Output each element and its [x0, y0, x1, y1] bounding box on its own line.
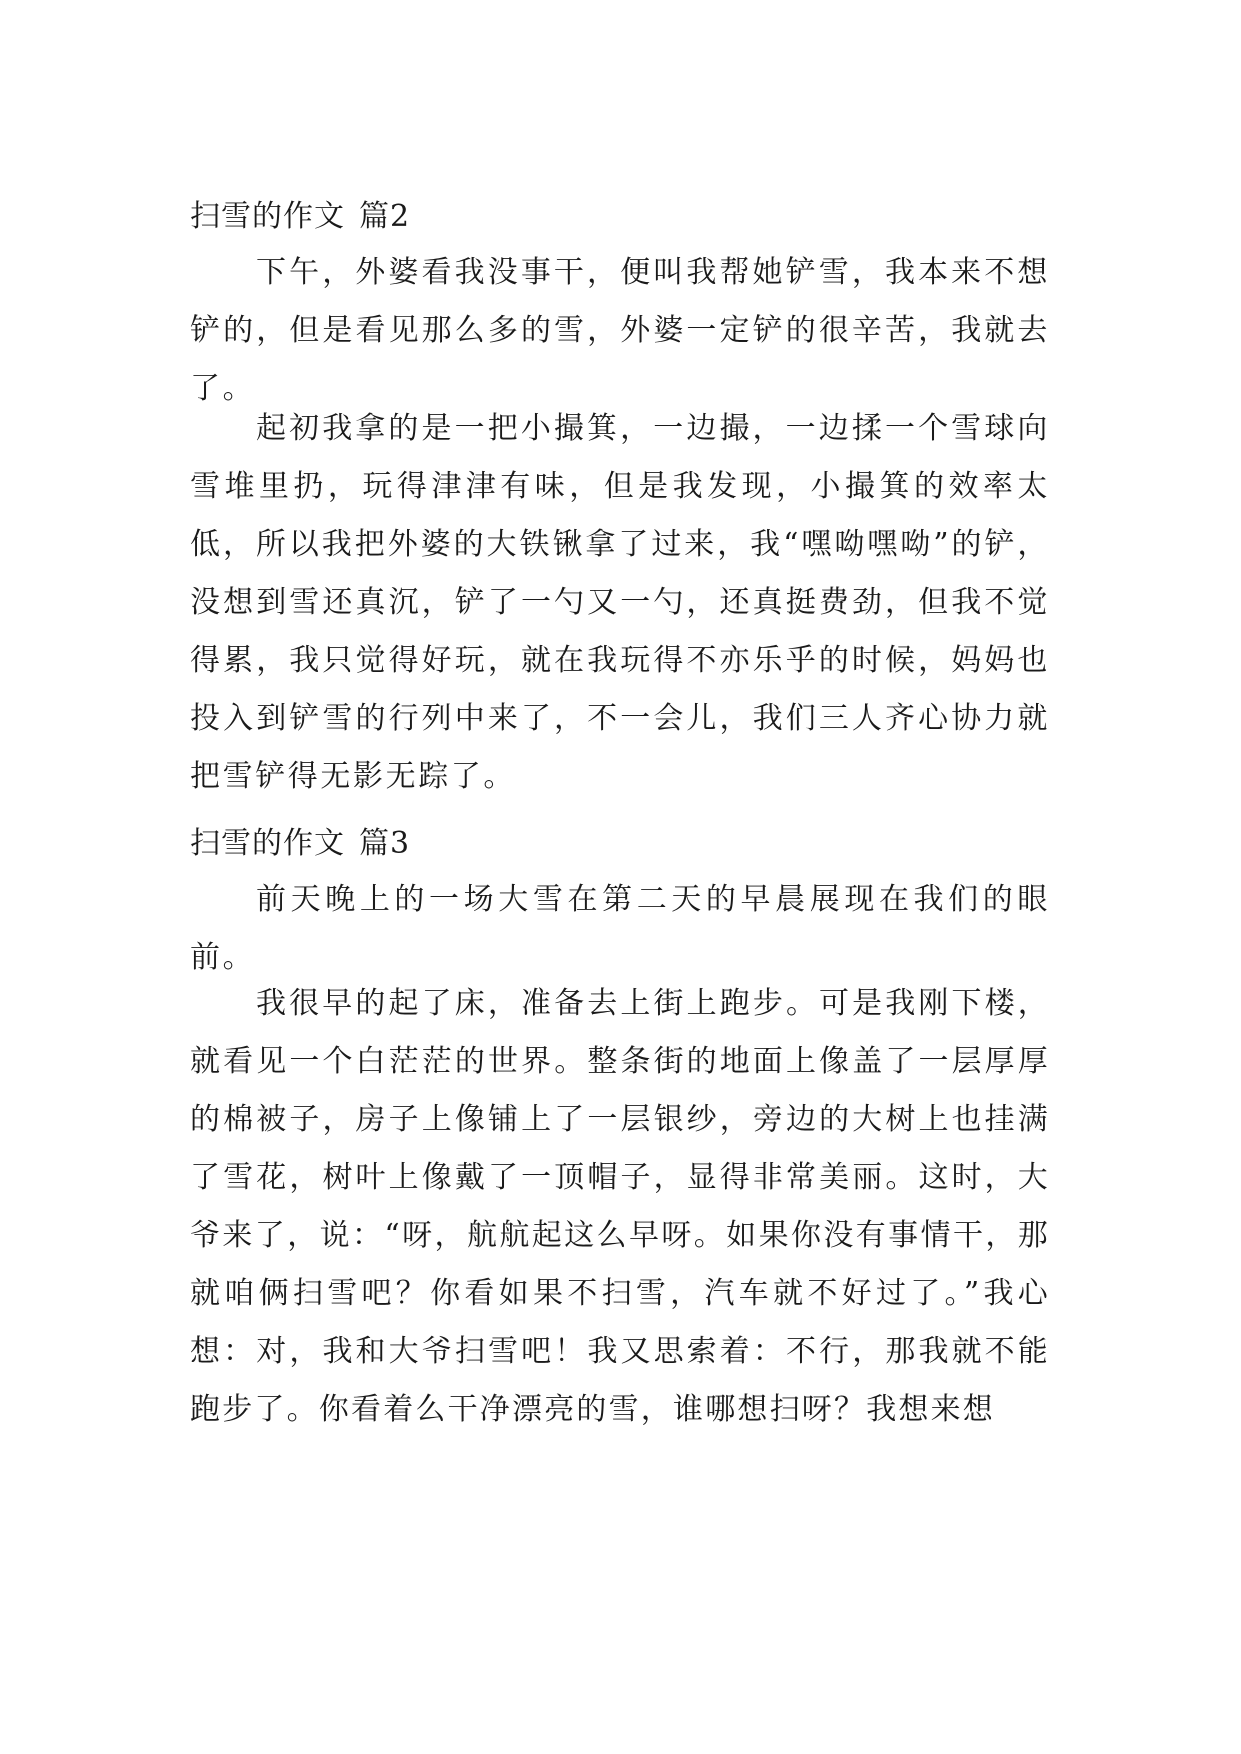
- section-2-number: 篇2: [359, 199, 411, 234]
- section-3-title: 扫雪的作文: [190, 826, 345, 861]
- section-3-number: 篇3: [359, 826, 411, 861]
- section-2-paragraph-2: 起初我拿的是一把小撮箕，一边撮，一边揉一个雪球向雪堆里扔，玩得津津有味，但是我发现，小撮箕的效率太低，所以我把外婆的大铁锹拿了过来，我“嘿呦嘿呦”的铲，没想到雪还真沉，铲了一勺又一勺，还真挺费劲，但我不觉得累，我只觉得好玩，就在我玩得不亦乐乎的时候，妈妈也投入到铲雪的行列中来了，不一会儿，我们三人齐心协力就把雪铲得无影无踪了。: [190, 411, 1050, 794]
- section-2-paragraph-1: 下午，外婆看我没事干，便叫我帮她铲雪，我本来不想铲的，但是看见那么多的雪，外婆一定铲的很辛苦，我就去了。: [190, 255, 1050, 406]
- section-2-heading: [190, 188, 410, 246]
- section-3-heading: [190, 815, 410, 873]
- section-3-paragraph-1: 前天晚上的一场大雪在第二天的早晨展现在我们的眼前。: [190, 882, 1050, 975]
- section-2-title: 扫雪的作文: [190, 199, 345, 234]
- section-3-paragraph-2: 我很早的起了床，准备去上街上跑步。可是我刚下楼，就看见一个白茫茫的世界。整条街的地面上像盖了一层厚厚的棉被子，房子上像铺上了一层银纱，旁边的大树上也挂满了雪花，树叶上像戴了一顶帽子，显得非常美丽。这时，大爷来了，说：“呀，航航起这么早呀。如果你没有事情干，那就咱俩扫雪吧？你看如果不扫雪，汽车就不好过了。”我心想：对，我和大爷扫雪吧！我又思索着：不行，那我就不能跑步了。你看着么干净漂亮的雪，谁哪想扫呀？我想来想: [190, 986, 1050, 1427]
